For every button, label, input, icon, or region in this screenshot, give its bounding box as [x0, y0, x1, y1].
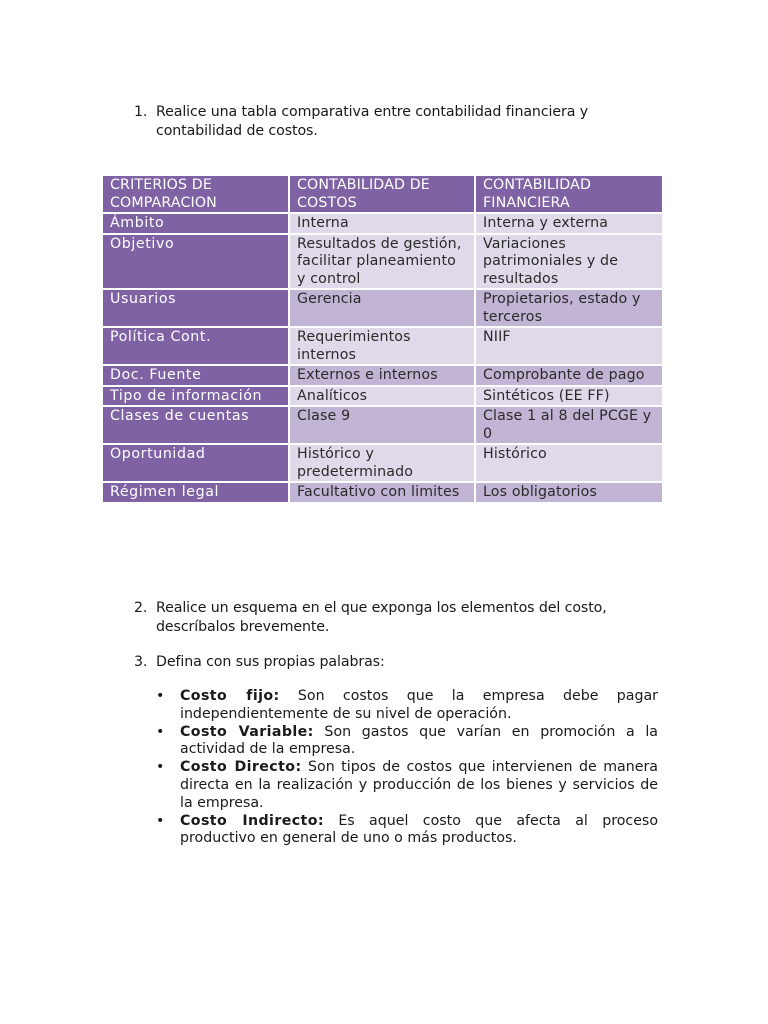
list-item — [156, 759, 658, 812]
definition-text: Son gastos que varían en promoción a la actividad de la empresa. — [180, 723, 658, 758]
table-row — [103, 407, 662, 443]
row-financiera: Variaciones patrimoniales y de resultados — [476, 235, 662, 289]
table-row — [103, 483, 662, 502]
question-1-number: 1. — [134, 104, 148, 120]
table-row — [103, 214, 662, 233]
row-costos: Clase 9 — [290, 407, 474, 443]
row-criterio: Régimen legal — [103, 483, 288, 502]
list-item — [156, 688, 658, 724]
table-row — [103, 387, 662, 406]
table-row — [103, 366, 662, 385]
row-costos: Facultativo con limites — [290, 483, 474, 502]
row-criterio: Doc. Fuente — [103, 366, 288, 385]
row-financiera: Propietarios, estado y terceros — [476, 290, 662, 326]
header-criterios: CRITERIOS DE COMPARACION — [103, 176, 288, 212]
question-1 — [134, 103, 674, 140]
list-item — [156, 813, 658, 849]
row-criterio: Ámbito — [103, 214, 288, 233]
list-item — [156, 724, 658, 760]
row-criterio: Clases de cuentas — [103, 407, 288, 443]
bullet-icon: • — [156, 759, 165, 776]
header-contabilidad-financiera: CONTABILIDAD FINANCIERA — [476, 176, 662, 212]
row-costos: Requerimientos internos — [290, 328, 474, 364]
header-contabilidad-costos: CONTABILIDAD DE COSTOS — [290, 176, 474, 212]
question-2-text: Realice un esquema en el que exponga los elementos del costo, descríbalos brevemente. — [156, 600, 607, 635]
bullet-icon: • — [156, 812, 165, 829]
question-3-number: 3. — [134, 654, 148, 670]
definition-term: Costo fijo: — [180, 688, 280, 704]
definition-text: Son costos que la empresa debe pagar independientemente de su nivel de operación. — [180, 688, 658, 722]
row-financiera: Interna y externa — [476, 214, 662, 233]
question-2 — [134, 599, 674, 636]
definitions-list — [156, 688, 658, 848]
row-financiera: Los obligatorios — [476, 483, 662, 502]
comparison-table — [101, 174, 664, 504]
definition-term: Costo Indirecto: — [180, 812, 324, 829]
table-row — [103, 445, 662, 481]
question-1-text: Realice una tabla comparativa entre contabilidad financiera y contabilidad de costos. — [156, 104, 589, 139]
table-row — [103, 235, 662, 289]
row-costos: Histórico y predeterminado — [290, 445, 474, 481]
definition-text: Es aquel costo que afecta al proceso productivo en general de uno o más productos. — [180, 812, 659, 847]
row-costos: Externos e internos — [290, 366, 474, 385]
row-financiera: Histórico — [476, 445, 662, 481]
bullet-icon: • — [156, 723, 165, 740]
definition-term: Costo Variable: — [180, 723, 314, 740]
row-costos: Analíticos — [290, 387, 474, 406]
row-criterio: Tipo de información — [103, 387, 288, 406]
row-financiera: NIIF — [476, 328, 662, 364]
question-3 — [134, 653, 674, 672]
bullet-icon: • — [156, 688, 165, 704]
row-criterio: Objetivo — [103, 235, 288, 289]
table-row — [103, 328, 662, 364]
table-row — [103, 290, 662, 326]
question-2-number: 2. — [134, 600, 148, 616]
table-header-row — [103, 176, 662, 212]
row-criterio: Política Cont. — [103, 328, 288, 364]
row-financiera: Clase 1 al 8 del PCGE y 0 — [476, 407, 662, 443]
row-financiera: Sintéticos (EE FF) — [476, 387, 662, 406]
row-costos: Gerencia — [290, 290, 474, 326]
question-3-text: Defina con sus propias palabras: — [156, 654, 385, 670]
definition-text: Son tipos de costos que intervienen de manera directa en la realización y producción de los bienes y servicios de la empresa. — [180, 759, 659, 811]
row-costos: Resultados de gestión, facilitar planeamiento y control — [290, 235, 474, 289]
row-financiera: Comprobante de pago — [476, 366, 662, 385]
row-criterio: Oportunidad — [103, 445, 288, 481]
row-costos: Interna — [290, 214, 474, 233]
definition-term: Costo Directo: — [180, 759, 302, 776]
row-criterio: Usuarios — [103, 290, 288, 326]
